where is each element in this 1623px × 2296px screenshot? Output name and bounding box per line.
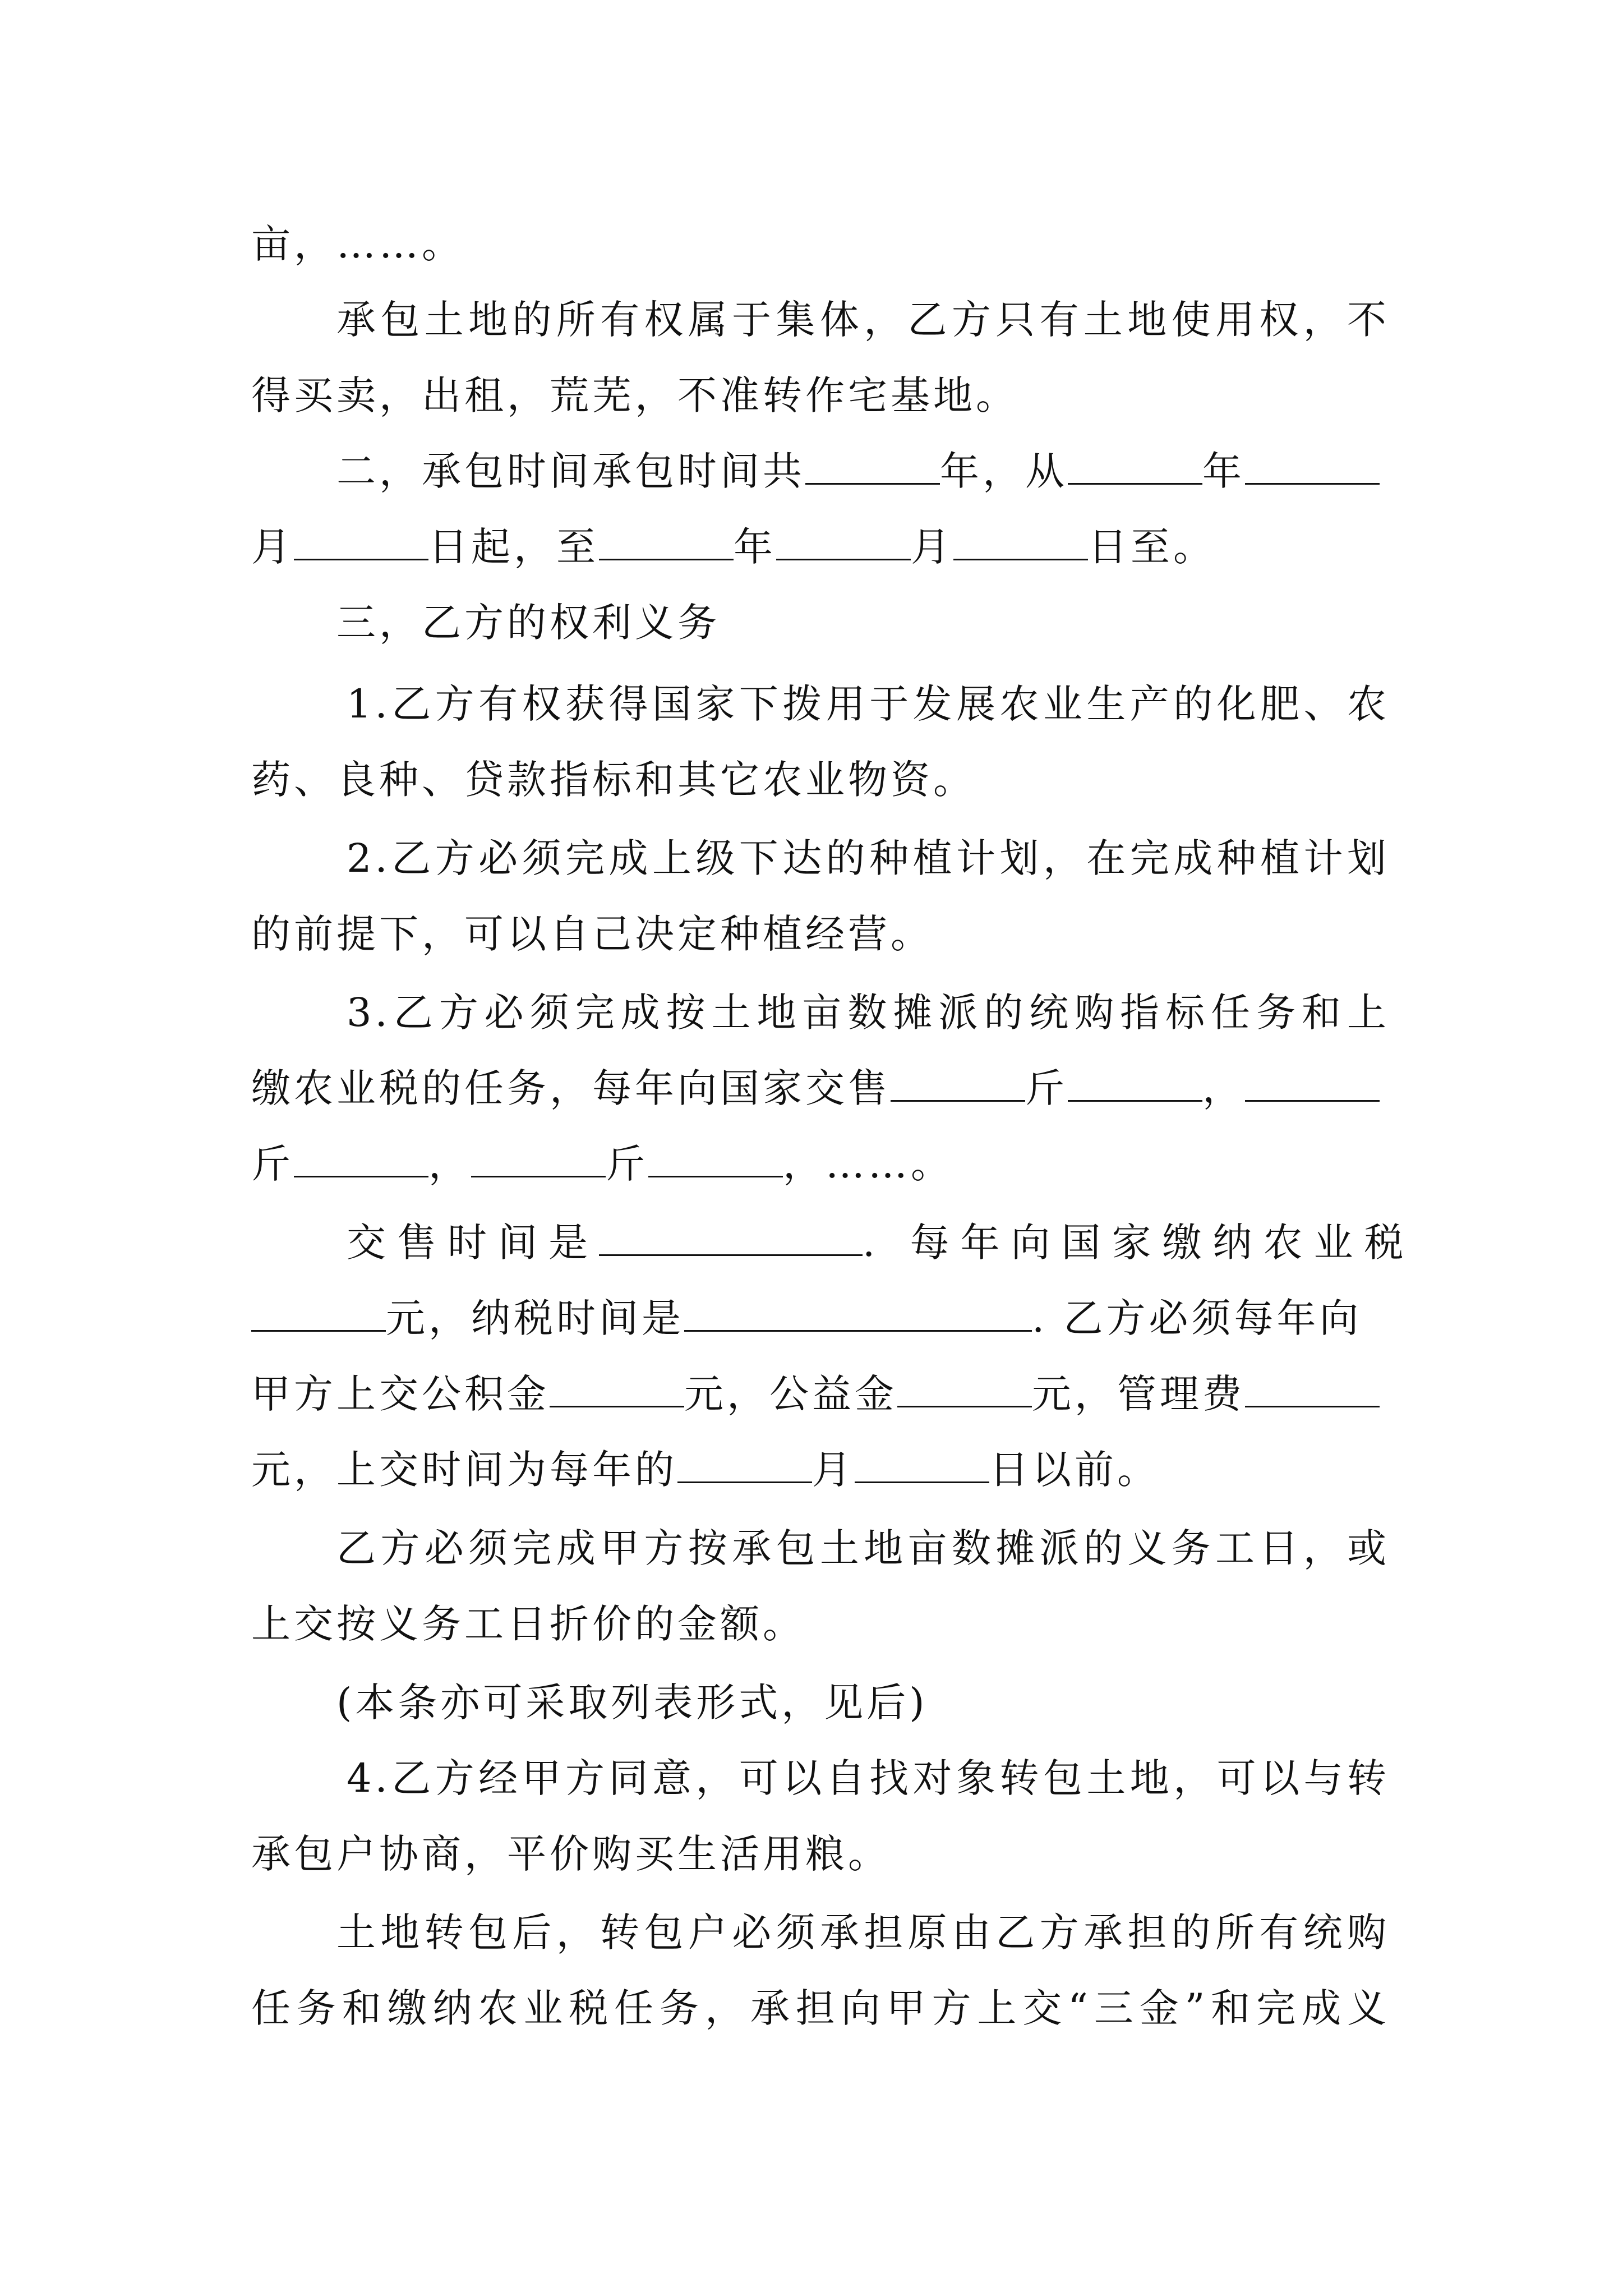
text: 3.乙方必须完成按土地亩数摊派的统购指标任务和上	[347, 990, 1390, 1036]
text: 任务和缴纳农业税任务，承担向甲方上交“三金”和完成义	[251, 1985, 1390, 2031]
fill-blank[interactable]	[294, 522, 428, 560]
fill-blank[interactable]	[805, 446, 940, 485]
text: 甲方上交公积金	[251, 1371, 550, 1417]
fill-blank[interactable]	[550, 1369, 684, 1407]
fill-blank[interactable]	[897, 1369, 1032, 1407]
text-line	[251, 216, 1390, 272]
text: 承包户协商，平价购买生活用粮。	[251, 1831, 891, 1877]
fill-blank[interactable]	[1068, 446, 1202, 485]
text: 药、良种、贷款指标和其它农业物资。	[251, 757, 976, 803]
text: 日至。	[1088, 524, 1216, 570]
text: 斤	[606, 1141, 648, 1187]
paragraph-line	[347, 1214, 1415, 1271]
fill-blank[interactable]	[855, 1444, 989, 1483]
text: 年，从	[940, 448, 1068, 494]
paragraph-line	[251, 1596, 1390, 1652]
fill-blank[interactable]	[1068, 1063, 1202, 1102]
text: 缴农业税的任务，每年向国家交售	[251, 1065, 891, 1111]
fill-blank[interactable]	[1245, 446, 1380, 485]
paragraph-line	[251, 367, 1390, 424]
text: 得买卖，出租，荒芜，不准转作宅基地。	[251, 372, 1018, 418]
text: ，……。	[783, 1141, 953, 1187]
fill-blank[interactable]	[1245, 1369, 1380, 1407]
text: 二，承包时间承包时间共	[336, 448, 805, 494]
text: 元，公益金	[684, 1371, 897, 1417]
text: 月	[812, 1447, 855, 1493]
text: 日起，至	[428, 524, 599, 570]
text: 元，纳税时间是	[386, 1295, 684, 1341]
paragraph-line	[251, 519, 1390, 575]
paragraph-line	[251, 1442, 1390, 1498]
text: 2.乙方必须完成上级下达的种植计划，在完成种植计划	[347, 835, 1390, 881]
text: 1.乙方有权获得国家下拨用于发展农业生产的化肥、农	[347, 681, 1390, 727]
text: 承包土地的所有权属于集体，乙方只有土地使用权，不	[336, 297, 1390, 343]
text: 乙方必须完成甲方按承包土地亩数摊派的义务工日，或	[336, 1525, 1390, 1571]
text: 斤	[1025, 1065, 1068, 1111]
text: (本条亦可采取列表形式，见后)	[336, 1680, 928, 1726]
text: 交售时间是	[347, 1220, 599, 1266]
fill-blank[interactable]	[471, 1139, 606, 1177]
paragraph-line	[336, 443, 1390, 499]
fill-blank[interactable]	[684, 1293, 1032, 1332]
text: 元，上交时间为每年的	[251, 1447, 677, 1493]
text: . 乙方必须每年向	[1032, 1295, 1362, 1341]
text: 上交按义务工日折价的金额。	[251, 1601, 805, 1647]
text: 元，管理费	[1032, 1371, 1245, 1417]
text: 亩，……。	[251, 221, 464, 267]
section-heading	[336, 595, 1390, 651]
paragraph-line	[251, 1980, 1390, 2036]
text: 三，乙方的权利义务	[336, 600, 720, 646]
paragraph-line	[347, 1750, 1390, 1806]
text: 年	[734, 524, 776, 570]
text: 日以前。	[989, 1447, 1160, 1493]
paragraph-line	[347, 830, 1390, 886]
fill-blank[interactable]	[953, 522, 1088, 560]
text: 斤	[251, 1141, 294, 1187]
fill-blank[interactable]	[599, 522, 734, 560]
paragraph-line	[336, 292, 1390, 348]
text: 月	[911, 524, 953, 570]
paragraph-line	[251, 1826, 1390, 1882]
fill-blank[interactable]	[251, 1293, 386, 1332]
text: . 每年向国家缴纳农业税	[863, 1220, 1415, 1266]
paragraph-line	[347, 676, 1390, 732]
text: 年	[1202, 448, 1245, 494]
text: ，	[428, 1141, 471, 1187]
paragraph-line	[251, 1136, 1390, 1192]
text: 的前提下，可以自己决定种植经营。	[251, 911, 933, 957]
text: ，	[1202, 1065, 1245, 1111]
text: 月	[251, 524, 294, 570]
paragraph-line	[251, 1290, 1390, 1346]
paragraph-line	[336, 1904, 1390, 1961]
fill-blank[interactable]	[1245, 1063, 1380, 1102]
paragraph-line	[336, 1520, 1390, 1576]
fill-blank[interactable]	[599, 1217, 863, 1256]
paragraph-line	[251, 906, 1390, 962]
fill-blank[interactable]	[648, 1139, 783, 1177]
text: 土地转包后，转包户必须承担原由乙方承担的所有统购	[336, 1910, 1390, 1955]
paragraph-line	[251, 752, 1390, 808]
paragraph-line	[336, 1674, 1390, 1731]
fill-blank[interactable]	[677, 1444, 812, 1483]
paragraph-line	[251, 1366, 1390, 1422]
fill-blank[interactable]	[294, 1139, 428, 1177]
fill-blank[interactable]	[776, 522, 911, 560]
fill-blank[interactable]	[891, 1063, 1025, 1102]
paragraph-line	[251, 1060, 1390, 1116]
text: 4.乙方经甲方同意，可以自找对象转包土地，可以与转	[347, 1755, 1390, 1801]
paragraph-line	[347, 984, 1390, 1041]
